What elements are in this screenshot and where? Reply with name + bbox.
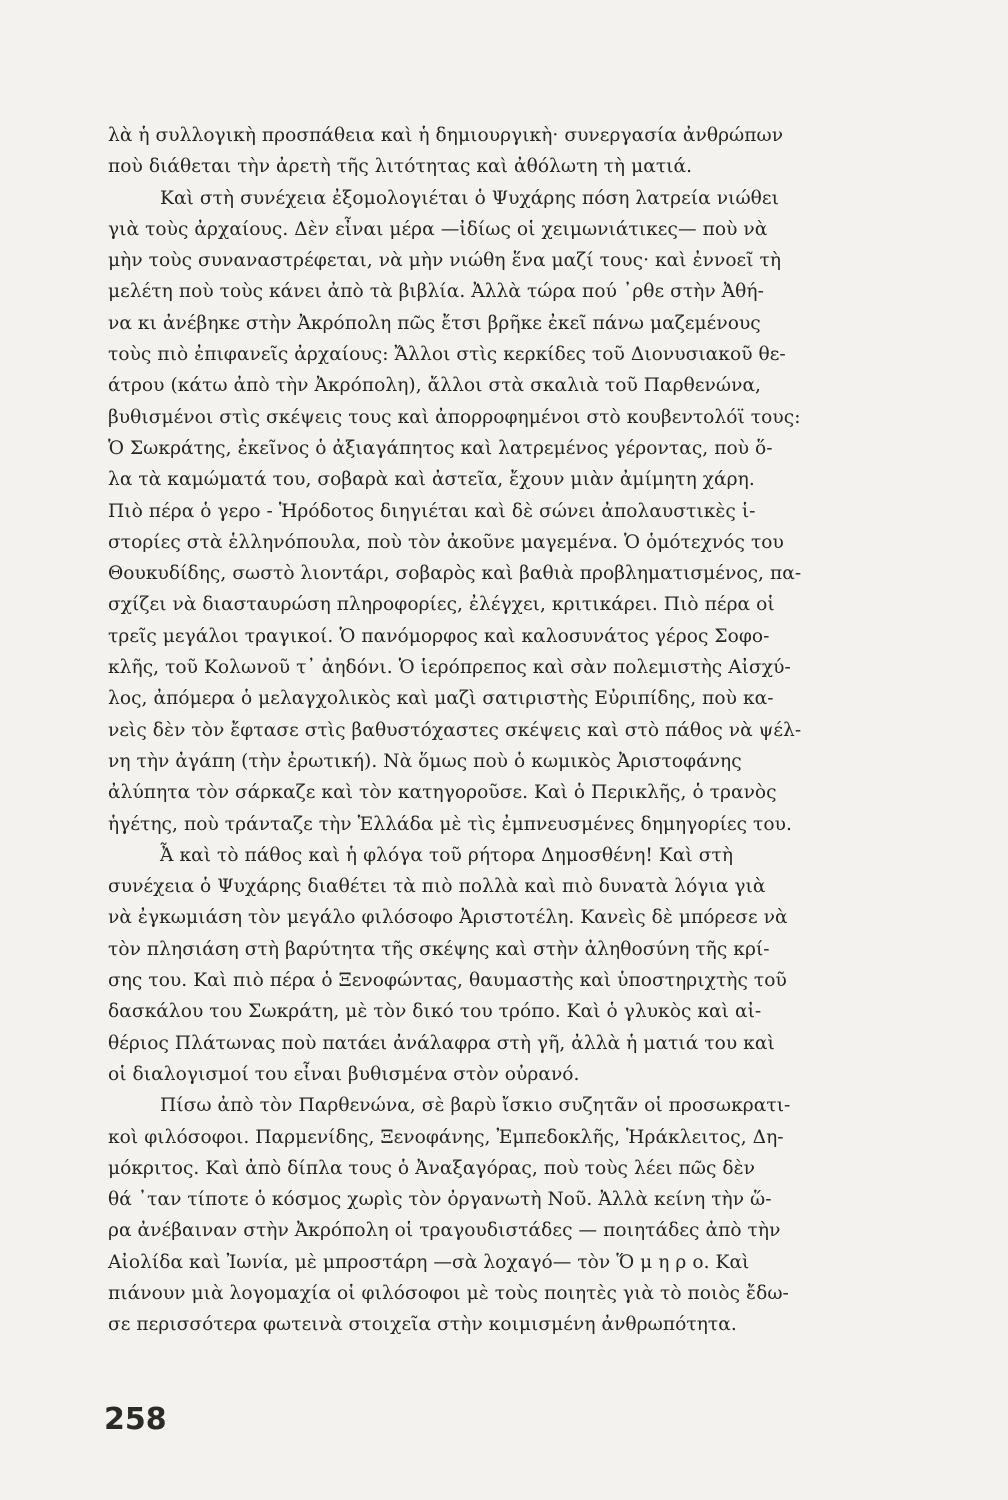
text-line: μόκριτος. Καὶ ἀπὸ δίπλα τους ὁ Ἀναξαγόρας, ποὺ τοὺς λέει πῶς δὲν xyxy=(108,1157,756,1179)
text-line: ἀλύπητα τὸν σάρκαζε καὶ τὸν κατηγοροῦσε. Καὶ ὁ Περικλῆς, ὁ τρανὸς xyxy=(108,782,777,804)
text-line: ποὺ διάθεται τὴν ἀρετὴ τῆς λιτότητας καὶ ἀθόλωτη τὴ ματιά. xyxy=(108,156,693,178)
text-line: μελέτη ποὺ τοὺς κάνει ἀπὸ τὰ βιβλία. Ἀλλὰ τώρα πού ᾿ρθε στὴν Ἀθή- xyxy=(108,281,764,303)
text-line: οἱ διαλογισμοί του εἶναι βυθισμένα στὸν οὐρανό. xyxy=(108,1063,580,1085)
text-line: κοὶ φιλόσοφοι. Παρμενίδης, Ξενοφάνης, Ἐμπεδοκλῆς, Ἡράκλειτος, Δη- xyxy=(108,1126,784,1148)
text-line: τοὺς πιὸ ἐπιφανεῖς ἀρχαίους: Ἄλλοι στὶς κερκίδες τοῦ Διονυσιακοῦ θε- xyxy=(108,344,786,366)
text-line: Αἰολίδα καὶ Ἰωνία, μὲ μπροστάρη —σὰ λοχαγό— τὸν Ὅ μ η ρ ο. Καὶ xyxy=(108,1251,750,1273)
text-line: θέριος Πλάτωνας ποὺ πατάει ἀνάλαφρα στὴ γῆ, ἀλλὰ ἡ ματιά του καὶ xyxy=(108,1032,775,1054)
text-line: τὸν πλησιάση στὴ βαρύτητα τῆς σκέψης καὶ στὴν ἀληθοσύνη τῆς κρί- xyxy=(108,938,770,960)
text-line: να κι ἀνέβηκε στὴν Ἀκρόπολη πῶς ἔτσι βρῆκε ἐκεῖ πάνω μαζεμένους xyxy=(108,312,761,334)
page-number: 258 xyxy=(104,1402,167,1437)
text-line: λος, ἀπόμερα ὁ μελαγχολικὸς καὶ μαζὶ σατιριστὴς Εὐριπίδης, ποὺ κα- xyxy=(108,688,774,710)
text-line: Πίσω ἀπὸ τὸν Παρθενώνα, σὲ βαρὺ ἴσκιο συζητᾶν οἱ προσωκρατι- xyxy=(160,1095,791,1117)
text-line: βυθισμένοι στὶς σκέψεις τους καὶ ἀπορροφημένοι στὸ κουβεντολόϊ τους: xyxy=(108,406,801,428)
text-line: άτρου (κάτω ἀπὸ τὴν Ἀκρόπολη), ἄλλοι στὰ σκαλιὰ τοῦ Παρθενώνα, xyxy=(108,375,762,397)
text-line: νεὶς δὲν τὸν ἔφτασε στὶς βαθυστόχαστες σκέψεις καὶ στὸ πάθος νὰ ψέλ- xyxy=(108,719,802,741)
text-line: σχίζει νὰ διασταυρώση πληροφορίες, ἐλέγχει, κριτικάρει. Πιὸ πέρα οἱ xyxy=(108,594,775,616)
text-line: λὰ ἡ συλλογικὴ προσπάθεια καὶ ἡ δημιουργικὴ· συνεργασία ἀνθρώπων xyxy=(108,125,784,146)
text-line: δασκάλου του Σωκράτη, μὲ τὸν δικό του τρόπο. Καὶ ὁ γλυκὸς καὶ αἰ- xyxy=(108,1001,762,1023)
text-line: σης του. Καὶ πιὸ πέρα ὁ Ξενοφώντας, θαυμαστὴς καὶ ὑποστηριχτὴς τοῦ xyxy=(108,970,787,992)
text-line: θά ᾿ταν τίποτε ὁ κόσμος χωρὶς τὸν ὀργανωτὴ Νοῦ. Ἀλλὰ κείνη τὴν ὥ- xyxy=(108,1189,772,1211)
text-line: Θουκυδίδης, σωστὸ λιοντάρι, σοβαρὸς καὶ βαθιὰ προβληματισμένος, πα- xyxy=(108,563,802,585)
text-line: λα τὰ καμώματά του, σοβαρὰ καὶ ἀστεῖα, ἔχουν μιὰν ἀμίμητη χάρη. xyxy=(108,469,755,491)
text-line: συνέχεια ὁ Ψυχάρης διαθέτει τὰ πιὸ πολλὰ καὶ πιὸ δυνατὰ λόγια γιὰ xyxy=(108,876,766,898)
text-line: κλῆς, τοῦ Κολωνοῦ τ᾿ ἀηδόνι. Ὁ ἱερόπρεπος καὶ σὰν πολεμιστὴς Αἰσχύ- xyxy=(108,657,791,679)
text-line: Ἆ καὶ τὸ πάθος καὶ ἡ φλόγα τοῦ ρήτορα Δημοσθένη! Καὶ στὴ xyxy=(160,844,734,866)
text-line: τρεῖς μεγάλοι τραγικοί. Ὁ πανόμορφος καὶ καλοσυνάτος γέρος Σοφο- xyxy=(108,625,770,647)
body-text xyxy=(108,120,908,1341)
text-line: νὰ ἐγκωμιάση τὸν μεγάλο φιλόσοφο Ἀριστοτέλη. Κανεὶς δὲ μπόρεσε νὰ xyxy=(108,907,788,929)
text-line: νη τὴν ἀγάπη (τὴν ἐρωτική). Νὰ ὅμως ποὺ ὁ κωμικὸς Ἀριστοφάνης xyxy=(108,750,742,772)
text-line: Ὁ Σωκράτης, ἐκεῖνος ὁ ἀξιαγάπητος καὶ λατρεμένος γέροντας, ποὺ ὅ- xyxy=(108,437,773,459)
text-line: πιάνουν μιὰ λογομαχία οἱ φιλόσοφοι μὲ τοὺς ποιητὲς γιὰ τὸ ποιὸς ἔδω- xyxy=(108,1282,789,1304)
text-line: στορίες στὰ ἑλληνόπουλα, ποὺ τὸν ἀκοῦνε μαγεμένα. Ὁ ὁμότεχνός του xyxy=(108,531,784,553)
text-line: μὴν τοὺς συναναστρέφεται, νὰ μὴν νιώθη ἕνα μαζί τους· καὶ ἐννοεῖ τὴ xyxy=(108,250,782,272)
text-line: Πιὸ πέρα ὁ γερο - Ἡρόδοτος διηγιέται καὶ δὲ σώνει ἀπολαυστικὲς ἱ- xyxy=(108,500,756,522)
text-line: Καὶ στὴ συνέχεια ἐξομολογιέται ὁ Ψυχάρης πόση λατρεία νιώθει xyxy=(160,187,779,209)
text-line: ἡγέτης, ποὺ τράνταζε τὴν Ἑλλάδα μὲ τὶς ἐμπνευσμένες δημηγορίες του. xyxy=(108,813,792,835)
text-line: ρα ἀνέβαιναν στὴν Ἀκρόπολη οἱ τραγουδιστάδες — ποιητάδες ἀπὸ τὴν xyxy=(108,1220,781,1242)
text-line: σε περισσότερα φωτεινὰ στοιχεῖα στὴν κοιμισμένη ἀνθρωπότητα. xyxy=(108,1314,737,1336)
text-line: γιὰ τοὺς ἀρχαίους. Δὲν εἶναι μέρα —ἰδίως οἱ χειμωνιάτικες— ποὺ νὰ xyxy=(108,218,768,240)
